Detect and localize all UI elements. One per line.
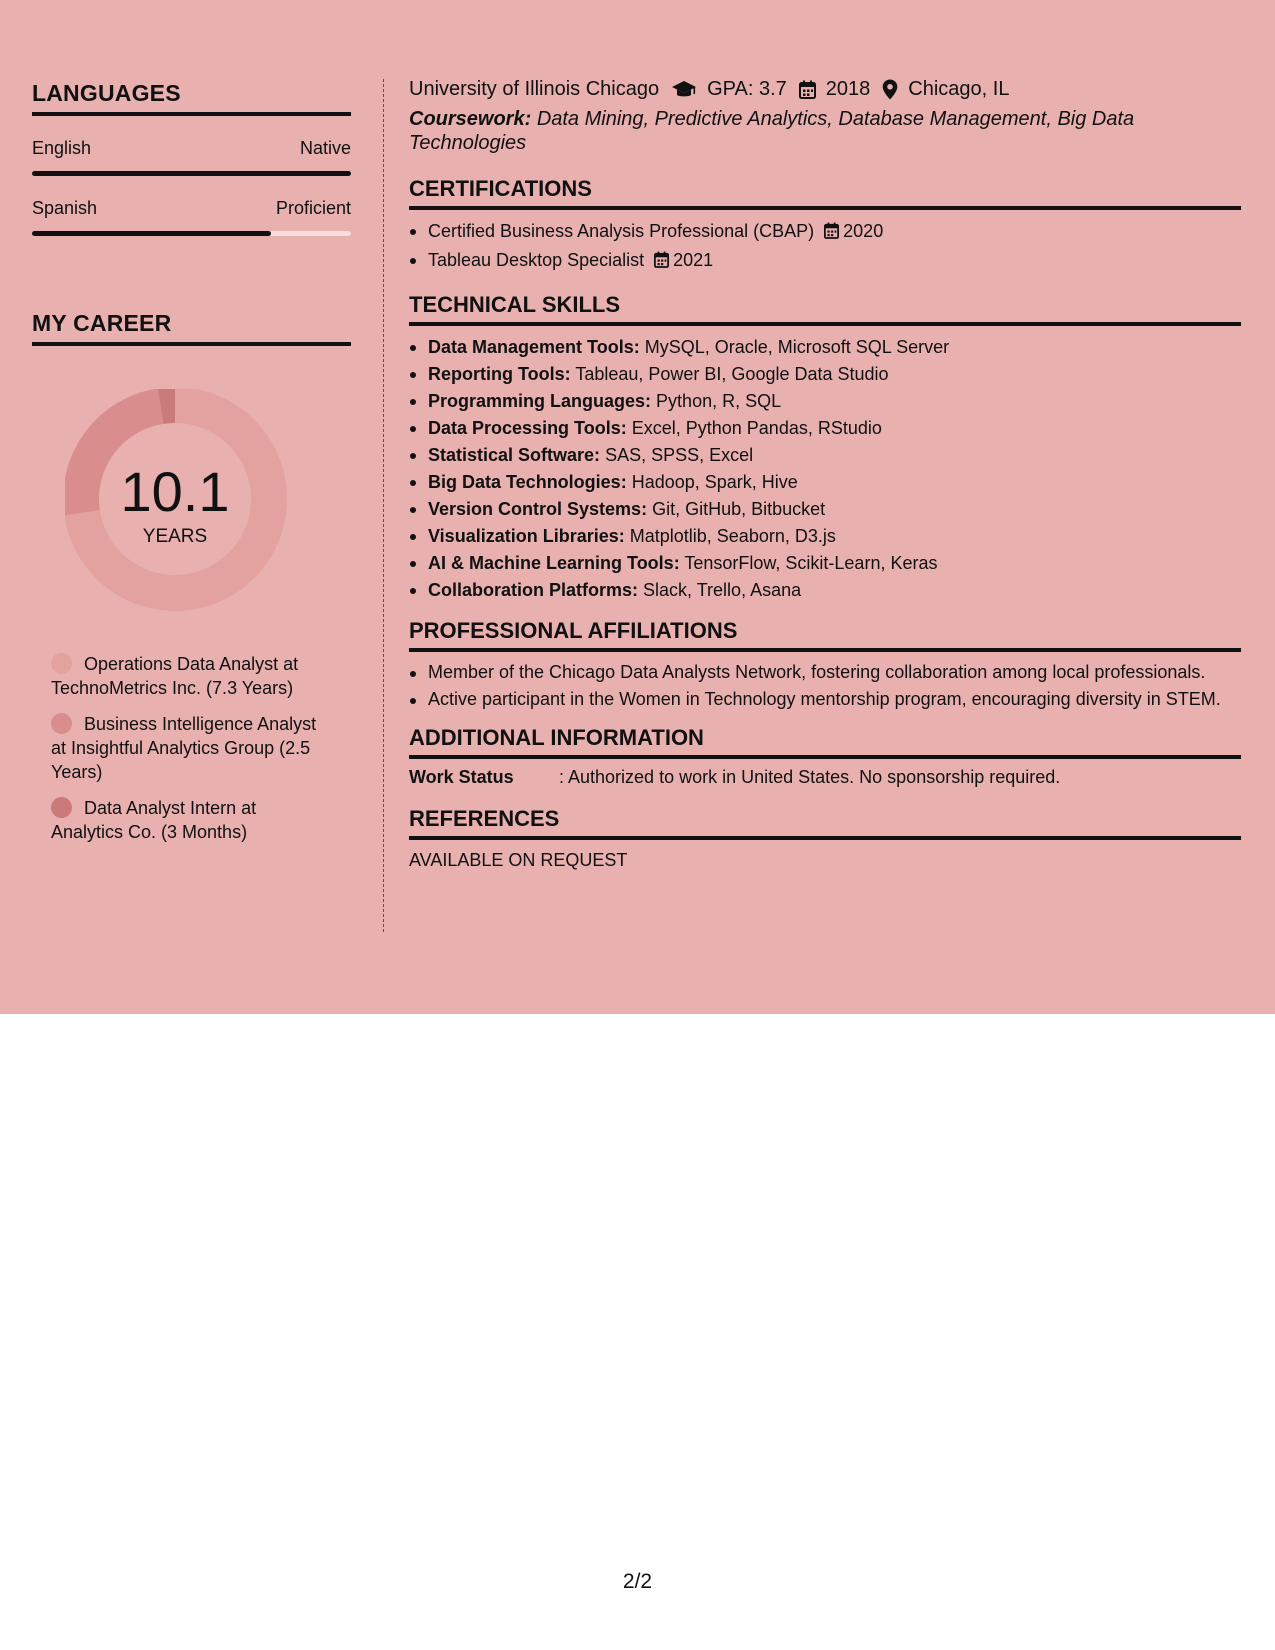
additional-info-heading: ADDITIONAL INFORMATION: [409, 725, 1241, 759]
skill-value: Python, R, SQL: [656, 391, 782, 411]
technical-skills-heading: TECHNICAL SKILLS: [409, 292, 1241, 326]
calendar-icon: [824, 220, 839, 247]
right-column: [409, 78, 1241, 871]
cert-year: 2020: [843, 221, 884, 241]
cert-name: Certified Business Analysis Professional (CBAP): [428, 221, 815, 241]
calendar-icon: [654, 249, 669, 276]
list-item: [409, 361, 1241, 388]
list-item: [409, 523, 1241, 550]
location: Chicago, IL: [908, 78, 1010, 100]
calendar-icon: [799, 80, 816, 99]
skill-label: Collaboration Platforms:: [428, 580, 639, 600]
language-item: [32, 138, 351, 176]
language-name: Spanish: [32, 198, 98, 218]
certifications-list: [409, 218, 1241, 276]
cert-year: 2021: [673, 250, 714, 270]
skill-label: Reporting Tools:: [428, 364, 571, 384]
language-name: English: [32, 138, 92, 158]
list-item: [409, 442, 1241, 469]
languages-heading: LANGUAGES: [32, 80, 351, 116]
language-item: [32, 198, 351, 236]
skill-label: Version Control Systems:: [428, 499, 648, 519]
affiliations-list: [409, 660, 1241, 711]
skill-label: Data Management Tools:: [428, 337, 640, 357]
coursework-label: Coursework:: [409, 108, 532, 130]
column-divider: [383, 79, 384, 932]
list-item: [409, 388, 1241, 415]
legend-label: Business Intelligence Analyst at Insightful Analytics Group (2.5 Years): [51, 714, 317, 782]
skill-value: SAS, SPSS, Excel: [605, 445, 754, 465]
graduation-year: 2018: [825, 78, 871, 100]
legend-dot: [51, 653, 72, 674]
list-item: Active participant in the Women in Technology mentorship program, encouraging diversity in STEM.: [409, 687, 1241, 711]
skill-label: Visualization Libraries:: [428, 526, 625, 546]
page-number: 2/2: [622, 1570, 653, 1593]
skill-value: MySQL, Oracle, Microsoft SQL Server: [644, 337, 950, 357]
left-column: [32, 80, 351, 856]
affiliations-heading: PROFESSIONAL AFFILIATIONS: [409, 618, 1241, 652]
language-bar-fill: [32, 171, 351, 176]
skill-label: Statistical Software:: [428, 445, 601, 465]
list-item: [409, 577, 1241, 604]
work-status-row: [409, 767, 1241, 788]
skill-value: Tableau, Power BI, Google Data Studio: [575, 364, 889, 384]
career-heading: MY CAREER: [32, 310, 351, 346]
skill-label: Programming Languages:: [428, 391, 652, 411]
technical-skills-list: [409, 334, 1241, 604]
legend-item: [51, 796, 323, 844]
list-item: [409, 218, 1241, 247]
legend-item: [51, 712, 323, 784]
skill-value: Hadoop, Spark, Hive: [631, 472, 798, 492]
career-legend: [51, 652, 323, 844]
references-text: AVAILABLE ON REQUEST: [409, 850, 628, 870]
legend-label: Operations Data Analyst at TechnoMetrics Inc. (7.3 Years): [51, 654, 299, 698]
references-heading: REFERENCES: [409, 806, 1241, 840]
language-bar-fill: [32, 231, 271, 236]
list-item: [409, 247, 1241, 276]
list-item: [409, 496, 1241, 523]
list-item: [409, 550, 1241, 577]
skill-label: Data Processing Tools:: [428, 418, 627, 438]
skill-value: Slack, Trello, Asana: [643, 580, 802, 600]
list-item: [409, 334, 1241, 361]
legend-dot: [51, 713, 72, 734]
skill-label: Big Data Technologies:: [428, 472, 627, 492]
school-name: University of Illinois Chicago: [409, 78, 660, 100]
cert-name: Tableau Desktop Specialist: [428, 250, 645, 270]
language-level: Proficient: [275, 198, 351, 218]
skill-label: AI & Machine Learning Tools:: [428, 553, 680, 573]
work-status-label: Work Status: [409, 767, 514, 787]
legend-label: Data Analyst Intern at Analytics Co. (3 Months): [51, 798, 257, 842]
skill-value: TensorFlow, Scikit-Learn, Keras: [684, 553, 938, 573]
language-bar: [32, 171, 351, 176]
gpa: GPA: 3.7: [707, 78, 787, 100]
education-line: [409, 78, 1241, 101]
career-total-years: 10.1: [120, 460, 230, 523]
list-item: [409, 469, 1241, 496]
language-bar: [32, 231, 351, 236]
legend-dot: [51, 797, 72, 818]
list-item: Member of the Chicago Data Analysts Network, fostering collaboration among local professionals.: [409, 660, 1241, 684]
certifications-heading: CERTIFICATIONS: [409, 176, 1241, 210]
skill-value: Excel, Python Pandas, RStudio: [631, 418, 882, 438]
career-total-unit: YEARS: [142, 526, 208, 547]
list-item: [409, 415, 1241, 442]
legend-item: [51, 652, 323, 700]
language-level: Native: [299, 138, 351, 158]
coursework: [409, 107, 1241, 155]
skill-value: Matplotlib, Seaborn, D3.js: [629, 526, 836, 546]
graduation-cap-icon: [671, 80, 697, 100]
skill-value: Git, GitHub, Bitbucket: [652, 499, 826, 519]
coursework-text: Data Mining, Predictive Analytics, Database Management, Big Data Technologies: [409, 108, 1135, 154]
work-status-value: : Authorized to work in United States. No sponsorship required.: [559, 767, 1061, 787]
career-donut-chart: [65, 389, 295, 619]
location-pin-icon: [882, 79, 898, 100]
